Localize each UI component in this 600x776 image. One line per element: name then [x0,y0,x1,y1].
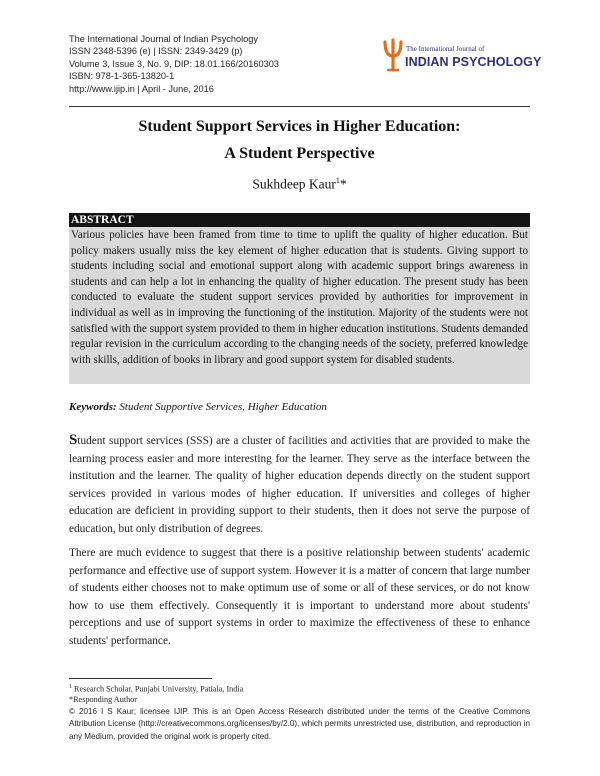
author-star: * [339,176,347,192]
footnote-1-marker: 1 [69,684,72,690]
body-paragraph-1-text: tudent support services (SSS) are a cluster of facilities and activities that are provided to make the learning process easier and more interesting for the learner. They serve as the interface between the institution and the learner. The quality of higher education depends directly on the student support services provided in various modes of higher education. If universities and colleges of higher education are deficient in providing support to their students, then it does not serve the purpose of education, but only distribution of degrees. [69,435,530,535]
footnote-1-text: Research Scholar, Punjabi University, Patiala, India [74,684,244,694]
keywords [69,401,530,413]
keywords-text: Student Supportive Services, Higher Education [119,401,327,413]
volume-line: Volume 3, Issue 3, No. 9, DIP: 18.01.166/20160303 [69,58,279,69]
abstract-text: Various policies have been framed from time to time to uplift the quality of higher education. But policy makers usually miss the key element of higher education that is students. Giving support to students including social and emotional support along with academic support brings awareness in students and can help a lot in enhancing the quality of higher education. The present study has been conducted to evaluate the student support services provided by authorities for improvement in individual as well as in improving the functioning of the institution. Majority of the students were not satisfied with the support system provided to them in higher education institutions. Students demanded regular revision in the curriculum according to the changing needs of the society, preferred knowledge with skills, addition of books in library and good support system for disabled students. [69,227,530,384]
paper-title-line1: Student Support Services in Higher Education: [138,118,461,135]
footnote-divider [69,678,212,679]
journal-header [69,33,369,95]
author [69,176,530,193]
keywords-label: Keywords: [69,401,117,413]
footnote-1 [69,682,530,695]
logo-title: INDIAN PSYCHOLOGY [405,55,542,69]
body-paragraph-2: There are much evidence to suggest that there is a positive relationship between students' academic performance and effective use of support system. However it is a matter of concern that large number of students either chooses not to make optimum use of some or all of these services, or do not know how to use them effectively. Consequently it is important to understand more about students' perceptions and use of support systems in order to maximize the effectiveness of these to enhance students' performance. [69,547,530,647]
header-divider [69,106,530,107]
license-text: © 2016 I S Kaur; licensee IJIP. This is an Open Access Research distributed under the terms of the Creative Commons Attribution License (http://creativecommons.org/licenses/by/2.0), which permits unrestricted use, distribution, and reproduction in any Medium, provided the original work is properly cited. [69,707,530,741]
paper-title-line2: A Student Perspective [224,145,375,162]
issn-line: ISSN 2348-5396 (e) | ISSN: 2349-3429 (p) [69,46,243,57]
url-line[interactable]: http://www.ijip.in | April - June, 2016 [69,83,214,94]
footnote-2: *Responding Author [69,695,138,704]
journal-logo [382,38,542,78]
body-paragraph-1 [69,432,530,539]
author-name: Sukhdeep Kaur [252,176,336,192]
logo-subtitle: The International Journal of [406,45,485,53]
drop-cap: S [69,432,78,448]
author-marker: 1 [335,176,340,185]
journal-name: The International Journal of Indian Psychology [69,34,258,44]
psi-symbol-icon [382,38,404,72]
isbn-line: ISBN: 978-1-365-13820-1 [69,71,175,82]
abstract-heading: ABSTRACT [69,213,530,227]
